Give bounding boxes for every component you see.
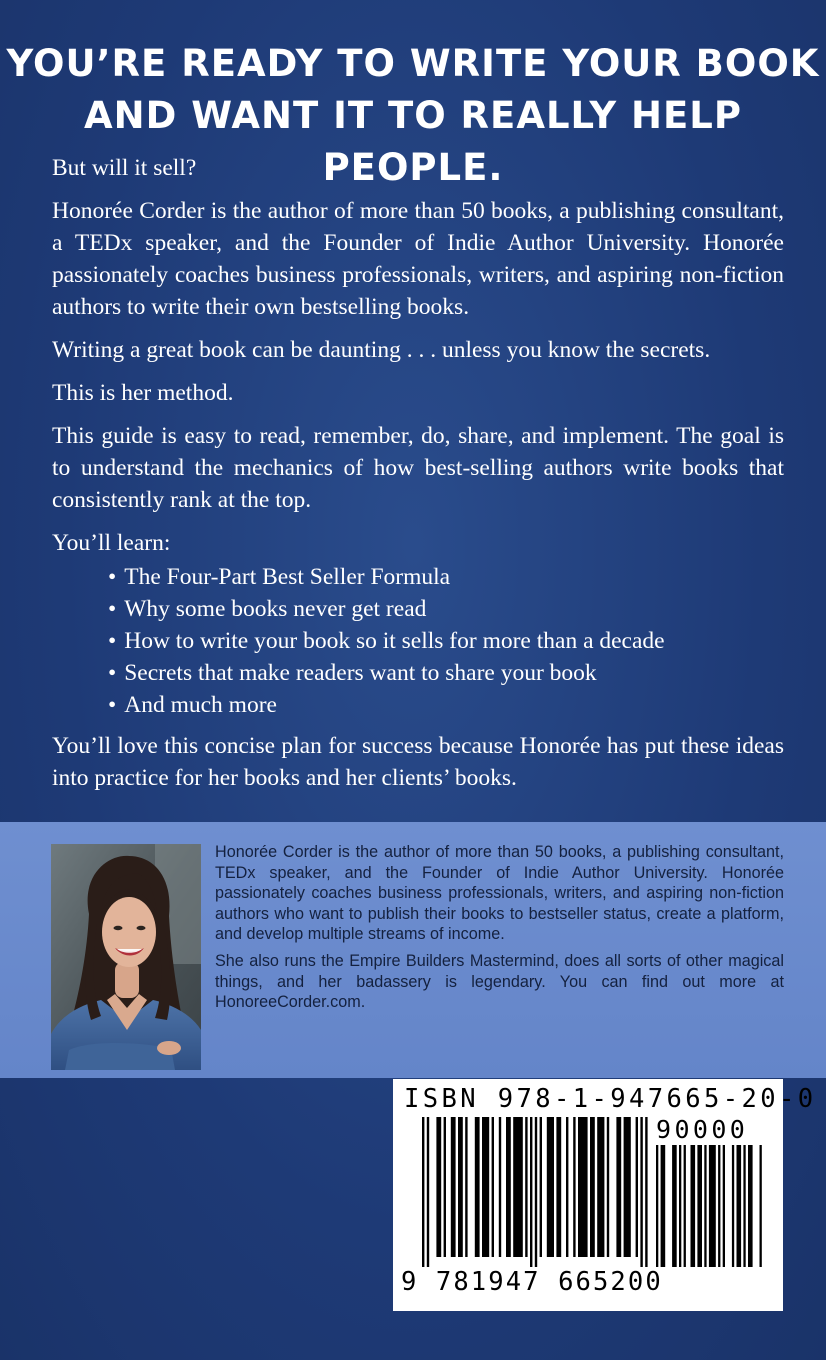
isbn-label: ISBN 978-1-947665-20-0 bbox=[404, 1084, 817, 1114]
bio-paragraph-2: She also runs the Empire Builders Mastermind, does all sorts of other magical things, and her badassery is legendary. You can find out more at HonoreeCorder.com. bbox=[215, 951, 784, 1012]
bio-paragraph-1: Honorée Corder is the author of more than 50 books, a publishing consultant, TEDx speaker, and the Founder of Indie Author University. Honorée passionately coaches business professionals, writers, and aspiring non-fiction authors who want to publish their books to bestseller status, create a platform, and develop multiple streams of income. bbox=[215, 843, 784, 944]
barcode-bar bbox=[578, 1117, 588, 1257]
barcode-bar bbox=[748, 1145, 753, 1267]
closing-text: You’ll love this concise plan for success because Honorée has put these ideas into practice for her books and her clients’ books. bbox=[52, 733, 784, 791]
barcode-bar bbox=[732, 1145, 734, 1267]
author-bio-text bbox=[215, 842, 784, 1019]
author-portrait-image bbox=[51, 844, 201, 1070]
barcode-bar bbox=[691, 1145, 696, 1267]
barcode-bar bbox=[737, 1145, 742, 1267]
bullet-item: • Why some books never get read bbox=[108, 593, 784, 625]
barcode-bar bbox=[672, 1145, 677, 1267]
barcode-bar bbox=[679, 1145, 681, 1267]
barcode-bar bbox=[525, 1117, 527, 1257]
barcode-bar bbox=[697, 1145, 702, 1267]
barcode-bar bbox=[597, 1117, 604, 1257]
barcode-bar bbox=[760, 1145, 762, 1267]
author-photo bbox=[51, 844, 201, 1070]
barcode-bar bbox=[506, 1117, 511, 1257]
headline-line-2: AND WANT IT TO REALLY HELP PEOPLE. bbox=[84, 94, 742, 189]
book-description bbox=[52, 152, 784, 805]
barcode-bar bbox=[704, 1145, 706, 1267]
barcode-bar bbox=[458, 1117, 463, 1257]
bullet-item: • Secrets that make readers want to share your book bbox=[108, 657, 784, 689]
barcode-bar bbox=[640, 1117, 642, 1267]
barcode-bar bbox=[530, 1117, 532, 1267]
barcode-bar bbox=[540, 1117, 542, 1257]
ean-number-label: 9 781947 665200 bbox=[401, 1267, 663, 1297]
barcode-bar bbox=[499, 1117, 501, 1257]
barcode-bar bbox=[624, 1117, 631, 1257]
author-intro-text: Honorée Corder is the author of more than 50 books, a publishing consultant, a TEDx speaker, and the Founder of Indie Author University. Honorée passionately coaches business professionals, writers, and aspiring non-fiction authors to write their own bestselling books. bbox=[52, 198, 784, 320]
learn-bullet-list bbox=[52, 561, 784, 721]
barcode-bar bbox=[444, 1117, 446, 1257]
barcode-bar bbox=[645, 1117, 647, 1267]
barcode-bar bbox=[535, 1117, 537, 1267]
barcode-bar bbox=[743, 1145, 745, 1267]
barcode-bar bbox=[436, 1117, 441, 1257]
barcode-bar bbox=[427, 1117, 429, 1267]
barcode-bar bbox=[547, 1117, 554, 1257]
guide-text: This guide is easy to read, remember, do, share, and implement. The goal is to understand the mechanics of how best-selling authors write books that consistently rank at the top. bbox=[52, 423, 784, 513]
barcode-bar bbox=[566, 1117, 568, 1257]
barcode-bar bbox=[656, 1145, 658, 1267]
question-text: But will it sell? bbox=[52, 155, 197, 181]
barcode-bar bbox=[573, 1117, 575, 1257]
barcode-bar bbox=[492, 1117, 494, 1257]
barcode-bar bbox=[556, 1117, 561, 1257]
barcode-bar bbox=[661, 1145, 666, 1267]
ean-barcode-bars bbox=[422, 1117, 650, 1267]
barcode-bar bbox=[513, 1117, 523, 1257]
isbn-barcode-box bbox=[393, 1079, 817, 1311]
barcode-bar bbox=[684, 1145, 686, 1267]
price-code-label: 90000 bbox=[656, 1115, 749, 1144]
barcode-bar bbox=[616, 1117, 621, 1257]
barcode-bar bbox=[723, 1145, 725, 1267]
daunting-text: Writing a great book can be daunting . . . unless you know the secrets. bbox=[52, 337, 711, 363]
addon-barcode-bars bbox=[656, 1145, 768, 1267]
bullet-item: • And much more bbox=[108, 689, 784, 721]
barcode-bar bbox=[422, 1117, 424, 1267]
barcode-bar bbox=[475, 1117, 480, 1257]
learn-intro-text: You’ll learn: bbox=[52, 530, 171, 556]
barcode-bar bbox=[465, 1117, 467, 1257]
barcode-bar bbox=[718, 1145, 720, 1267]
barcode-bar bbox=[607, 1117, 609, 1257]
barcode-bar bbox=[709, 1145, 716, 1267]
barcode-bar bbox=[451, 1117, 456, 1257]
barcode-bar bbox=[482, 1117, 489, 1257]
author-bio-band bbox=[0, 822, 826, 1078]
barcode-bar bbox=[590, 1117, 595, 1257]
headline-line-1: YOU’RE READY TO WRITE YOUR BOOK bbox=[6, 42, 820, 85]
bullet-item: • The Four-Part Best Seller Formula bbox=[108, 561, 784, 593]
method-text: This is her method. bbox=[52, 380, 234, 406]
barcode-bar bbox=[636, 1117, 638, 1257]
bullet-item: • How to write your book so it sells for more than a decade bbox=[108, 625, 784, 657]
